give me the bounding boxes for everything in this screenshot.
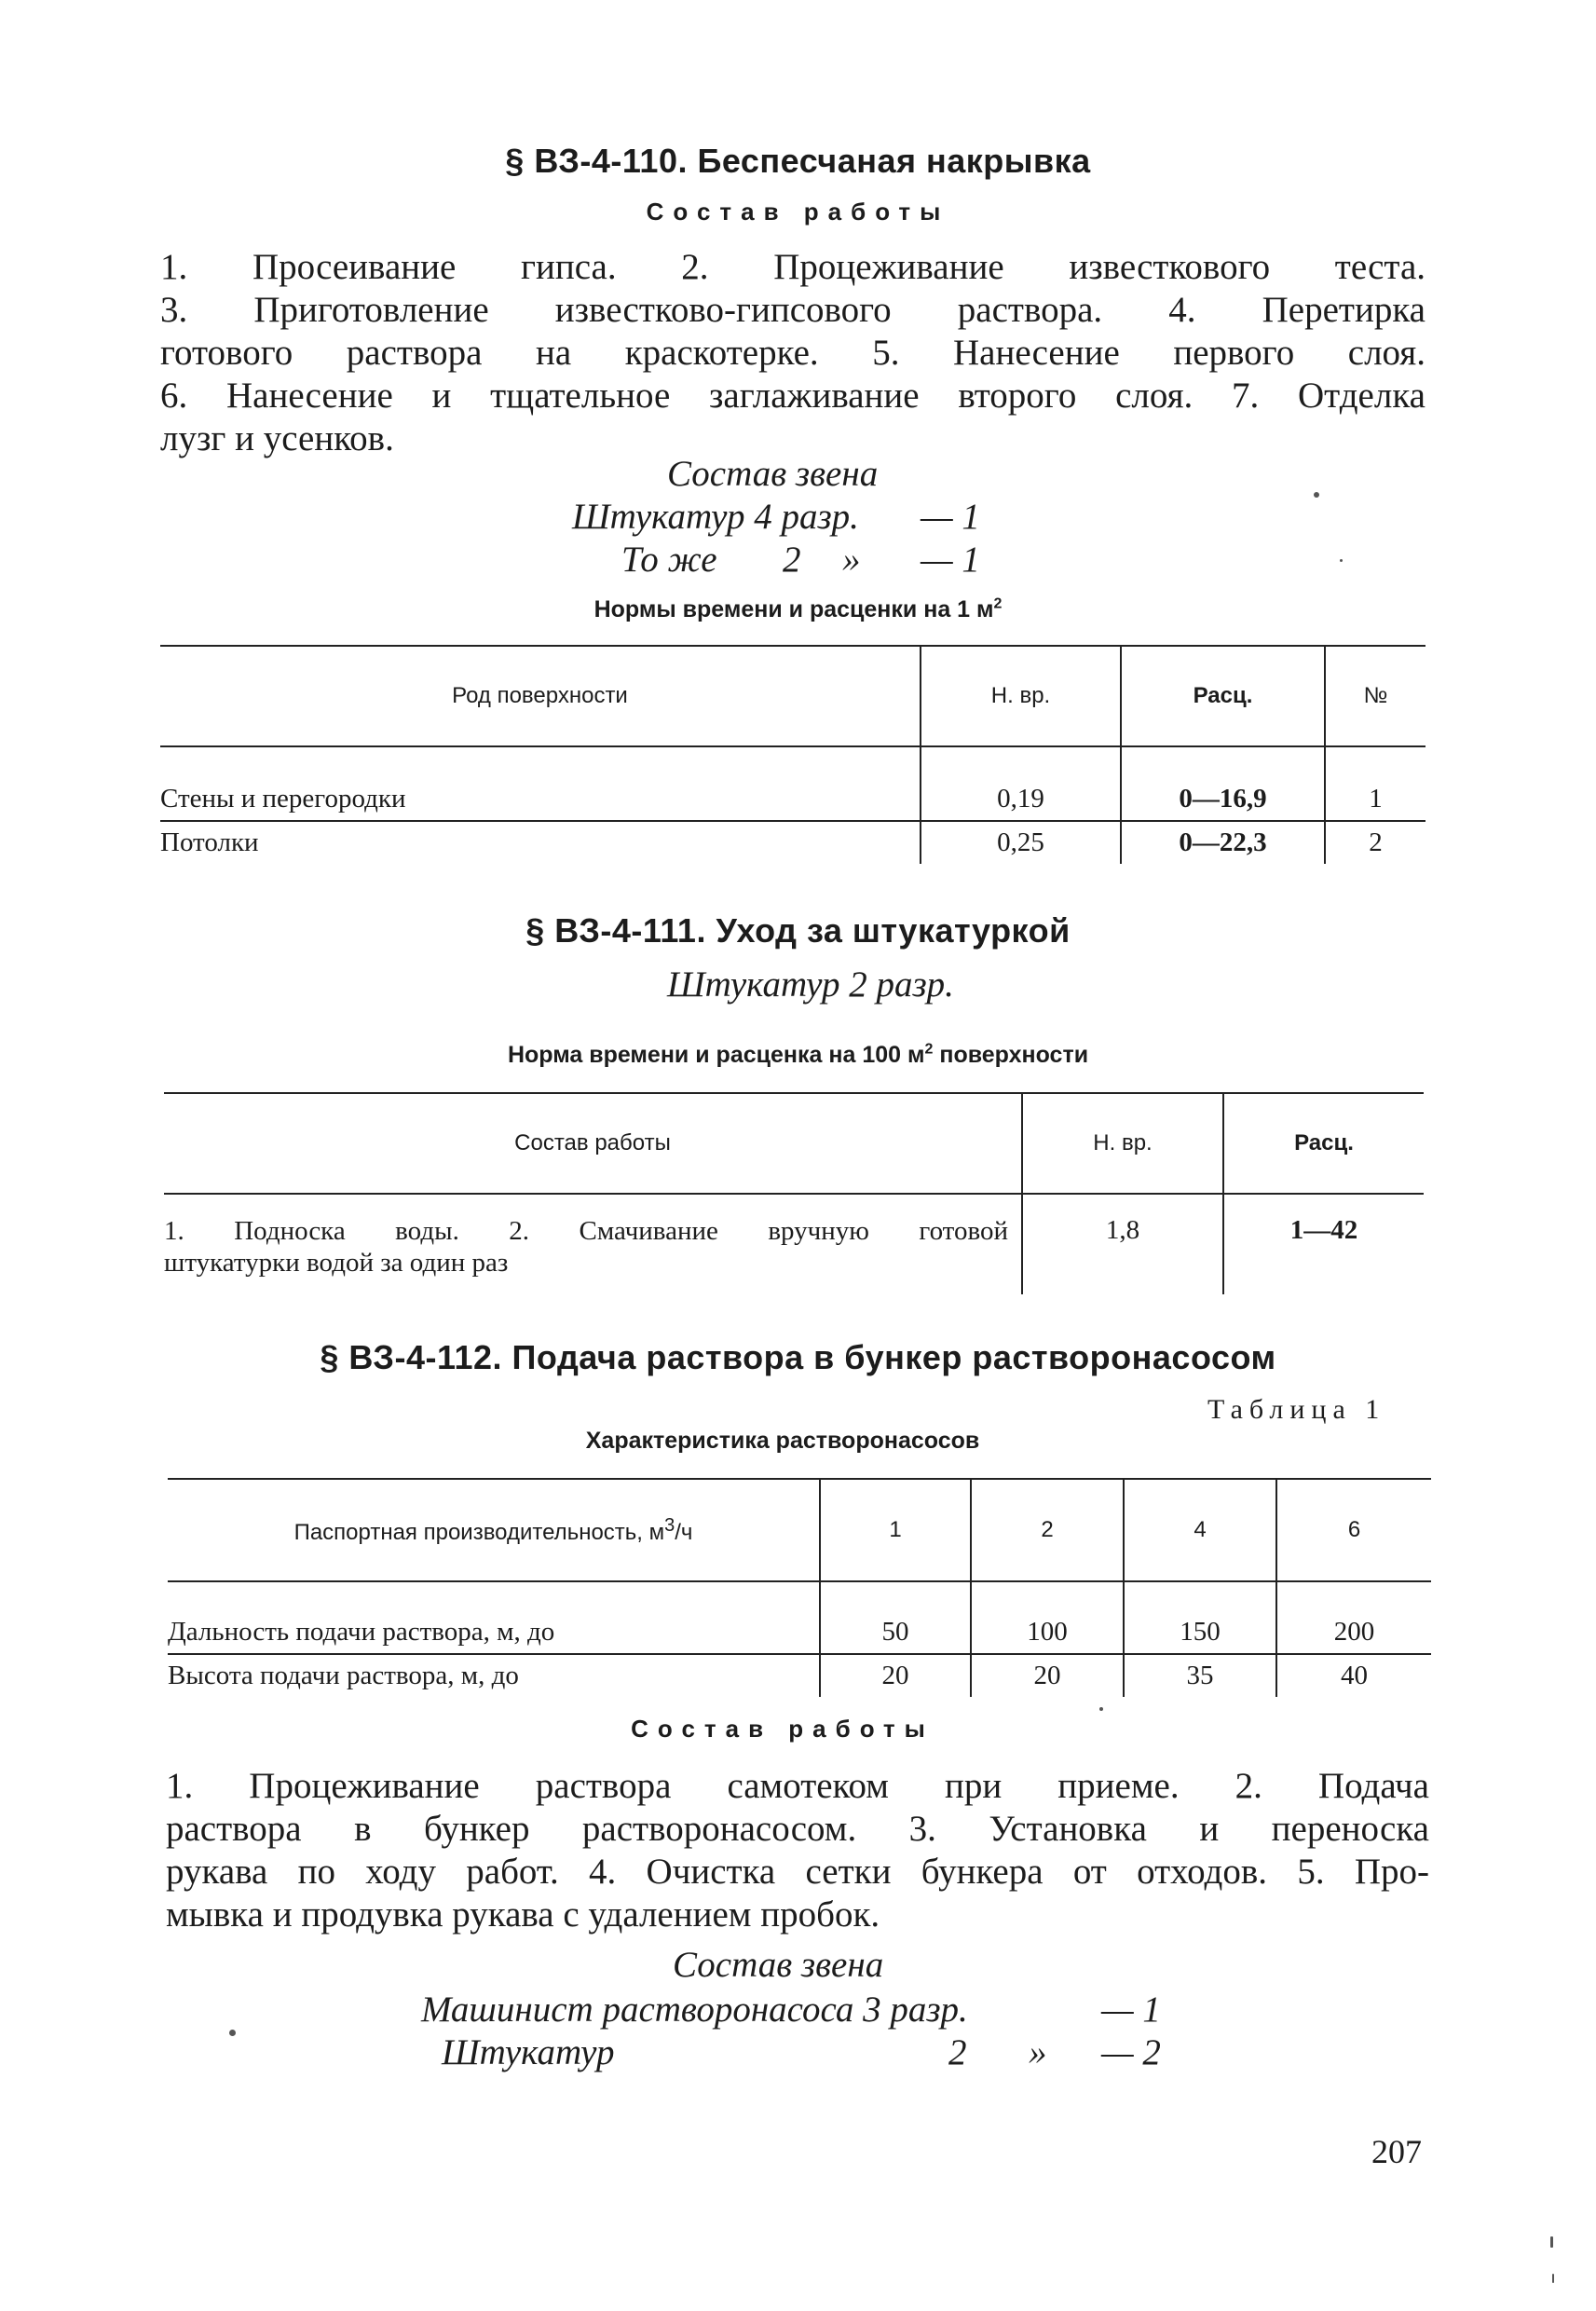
work-line: 1. Процеживание раствора самотеком при приеме. 2. Подача bbox=[166, 1766, 1429, 1806]
section-110-norms-table bbox=[160, 645, 1425, 864]
section-112-work-text bbox=[166, 1765, 1429, 1936]
section-112-crew-2-ditto: » bbox=[1029, 2032, 1047, 2072]
section-110-crew-2-ditto: » bbox=[842, 540, 861, 580]
col-header-6: 6 bbox=[1276, 1479, 1431, 1581]
cell-surface: Потолки bbox=[160, 821, 921, 864]
section-111-worker: Штукатур 2 разр. bbox=[667, 964, 954, 1005]
scan-speck bbox=[1314, 492, 1319, 498]
table-header-row bbox=[160, 646, 1425, 746]
section-112-crew-2-count: — 2 bbox=[1101, 2032, 1161, 2072]
col-header-2: 2 bbox=[971, 1479, 1124, 1581]
work-line: 1. Просеивание гипса. 2. Процеживание известкового теста. bbox=[160, 247, 1425, 287]
col-header-1: 1 bbox=[820, 1479, 971, 1581]
table-row bbox=[164, 1194, 1424, 1294]
section-110-table-caption: Нормы времени и расценки на 1 $м^2$ bbox=[593, 595, 1003, 622]
cell-value: 20 bbox=[971, 1654, 1124, 1697]
section-110-work-text bbox=[160, 246, 1425, 460]
work-line: 1. Подноска воды. 2. Смачивание вручную готовой bbox=[164, 1216, 1008, 1246]
col-header-capacity: Паспортная производительность, $м^3/ч$ bbox=[168, 1479, 820, 1581]
scan-speck bbox=[1552, 2274, 1554, 2283]
table-row bbox=[168, 1581, 1431, 1654]
cell-price: 0—22,3 bbox=[1121, 821, 1325, 864]
col-header-norm: Н. вр. bbox=[1022, 1093, 1223, 1194]
cell-parameter: Высота подачи раствора, м, до bbox=[168, 1654, 820, 1697]
cell-number: 1 bbox=[1325, 746, 1425, 821]
work-line: мывка и продувка рукава с удалением пробок. bbox=[166, 1894, 880, 1935]
col-header-norm: Н. вр. bbox=[921, 646, 1121, 746]
work-line: 3. Приготовление известково-гипсового раствора. 4. Перетирка bbox=[160, 290, 1425, 330]
col-header-price: Расц. bbox=[1121, 646, 1325, 746]
section-112-work-heading: Состав работы bbox=[631, 1715, 934, 1743]
section-110-crew-1-name: Штукатур 4 разр. bbox=[572, 497, 859, 537]
cell-value: 20 bbox=[820, 1654, 971, 1697]
cell-norm: 1,8 bbox=[1022, 1194, 1223, 1294]
cell-value: 50 bbox=[820, 1581, 971, 1654]
cell-value: 35 bbox=[1124, 1654, 1276, 1697]
col-header-number: № bbox=[1325, 646, 1425, 746]
section-110-crew-2-count: — 1 bbox=[921, 540, 980, 580]
work-line: рукава по ходу работ. 4. Очистка сетки бункера от отходов. 5. Про- bbox=[166, 1852, 1429, 1892]
col-header-work: Состав работы bbox=[164, 1093, 1022, 1194]
col-header-4: 4 bbox=[1124, 1479, 1276, 1581]
work-line: штукатурки водой за один раз bbox=[164, 1248, 509, 1278]
table-row bbox=[168, 1654, 1431, 1697]
section-112-crew-1-name: Машинист растворонасоса 3 разр. bbox=[421, 1990, 968, 2030]
section-110-title: § ВЗ-4-110. Беспесчаная накрывка bbox=[505, 142, 1091, 180]
section-110-crew-heading: Состав звена bbox=[667, 454, 879, 494]
section-110-work-heading: Состав работы bbox=[646, 198, 950, 226]
work-line: готового раствора на краскотерке. 5. Нанесение первого слоя. bbox=[160, 333, 1425, 373]
section-112-crew-heading: Состав звена bbox=[673, 1945, 884, 1985]
scan-speck bbox=[1550, 2236, 1553, 2248]
cell-price: 0—16,9 bbox=[1121, 746, 1325, 821]
section-111-table-caption: Норма времени и расценка на 100 $м^2$ поверхности bbox=[507, 1041, 1089, 1068]
table-header-row bbox=[168, 1479, 1431, 1581]
page-number: 207 bbox=[1371, 2133, 1422, 2170]
section-111-norm-table bbox=[164, 1092, 1424, 1294]
cell-parameter: Дальность подачи раствора, м, до bbox=[168, 1581, 820, 1654]
section-112-crew-1-count: — 1 bbox=[1101, 1990, 1161, 2030]
cell-value: 40 bbox=[1341, 1661, 1368, 1690]
section-112-crew-2-grade: 2 bbox=[948, 2032, 967, 2072]
section-112-table-caption: Характеристика растворонасосов bbox=[585, 1428, 980, 1454]
cell-number: 2 bbox=[1369, 827, 1383, 857]
section-112-table-label: Таблица 1 bbox=[1207, 1394, 1386, 1425]
cell-value: 150 bbox=[1124, 1581, 1276, 1654]
scan-speck bbox=[229, 2030, 236, 2036]
table-row bbox=[160, 821, 1425, 864]
work-line: 6. Нанесение и тщательное заглаживание второго слоя. 7. Отделка bbox=[160, 376, 1425, 416]
cell-price: 1—42 bbox=[1289, 1215, 1358, 1245]
cell-norm: 0,19 bbox=[921, 746, 1121, 821]
section-110-crew-1-count: — 1 bbox=[921, 497, 980, 537]
table-row bbox=[160, 746, 1425, 821]
cell-surface: Стены и перегородки bbox=[160, 746, 921, 821]
cell-value: 200 bbox=[1276, 1581, 1431, 1654]
section-110-crew-2-name: То же bbox=[621, 540, 717, 580]
scan-speck bbox=[1099, 1707, 1103, 1711]
scan-speck bbox=[1340, 559, 1343, 562]
table-header-row bbox=[164, 1093, 1424, 1194]
section-112-crew-2-name: Штукатур bbox=[442, 2032, 615, 2072]
cell-value: 100 bbox=[971, 1581, 1124, 1654]
cell-norm: 0,25 bbox=[921, 821, 1121, 864]
cell-work bbox=[164, 1194, 1022, 1294]
section-110-crew-2-grade: 2 bbox=[783, 540, 801, 580]
section-112-title: § ВЗ-4-112. Подача раствора в бункер растворонасосом bbox=[320, 1338, 1276, 1376]
work-line: раствора в бункер растворонасосом. 3. Установка и переноска bbox=[166, 1809, 1429, 1849]
col-header-surface: Род поверхности bbox=[160, 646, 921, 746]
col-header-price: Расц. bbox=[1223, 1093, 1424, 1194]
section-112-pump-table bbox=[168, 1478, 1431, 1697]
work-line: лузг и усенков. bbox=[160, 418, 394, 458]
section-111-title: § ВЗ-4-111. Уход за штукатуркой bbox=[525, 911, 1071, 950]
